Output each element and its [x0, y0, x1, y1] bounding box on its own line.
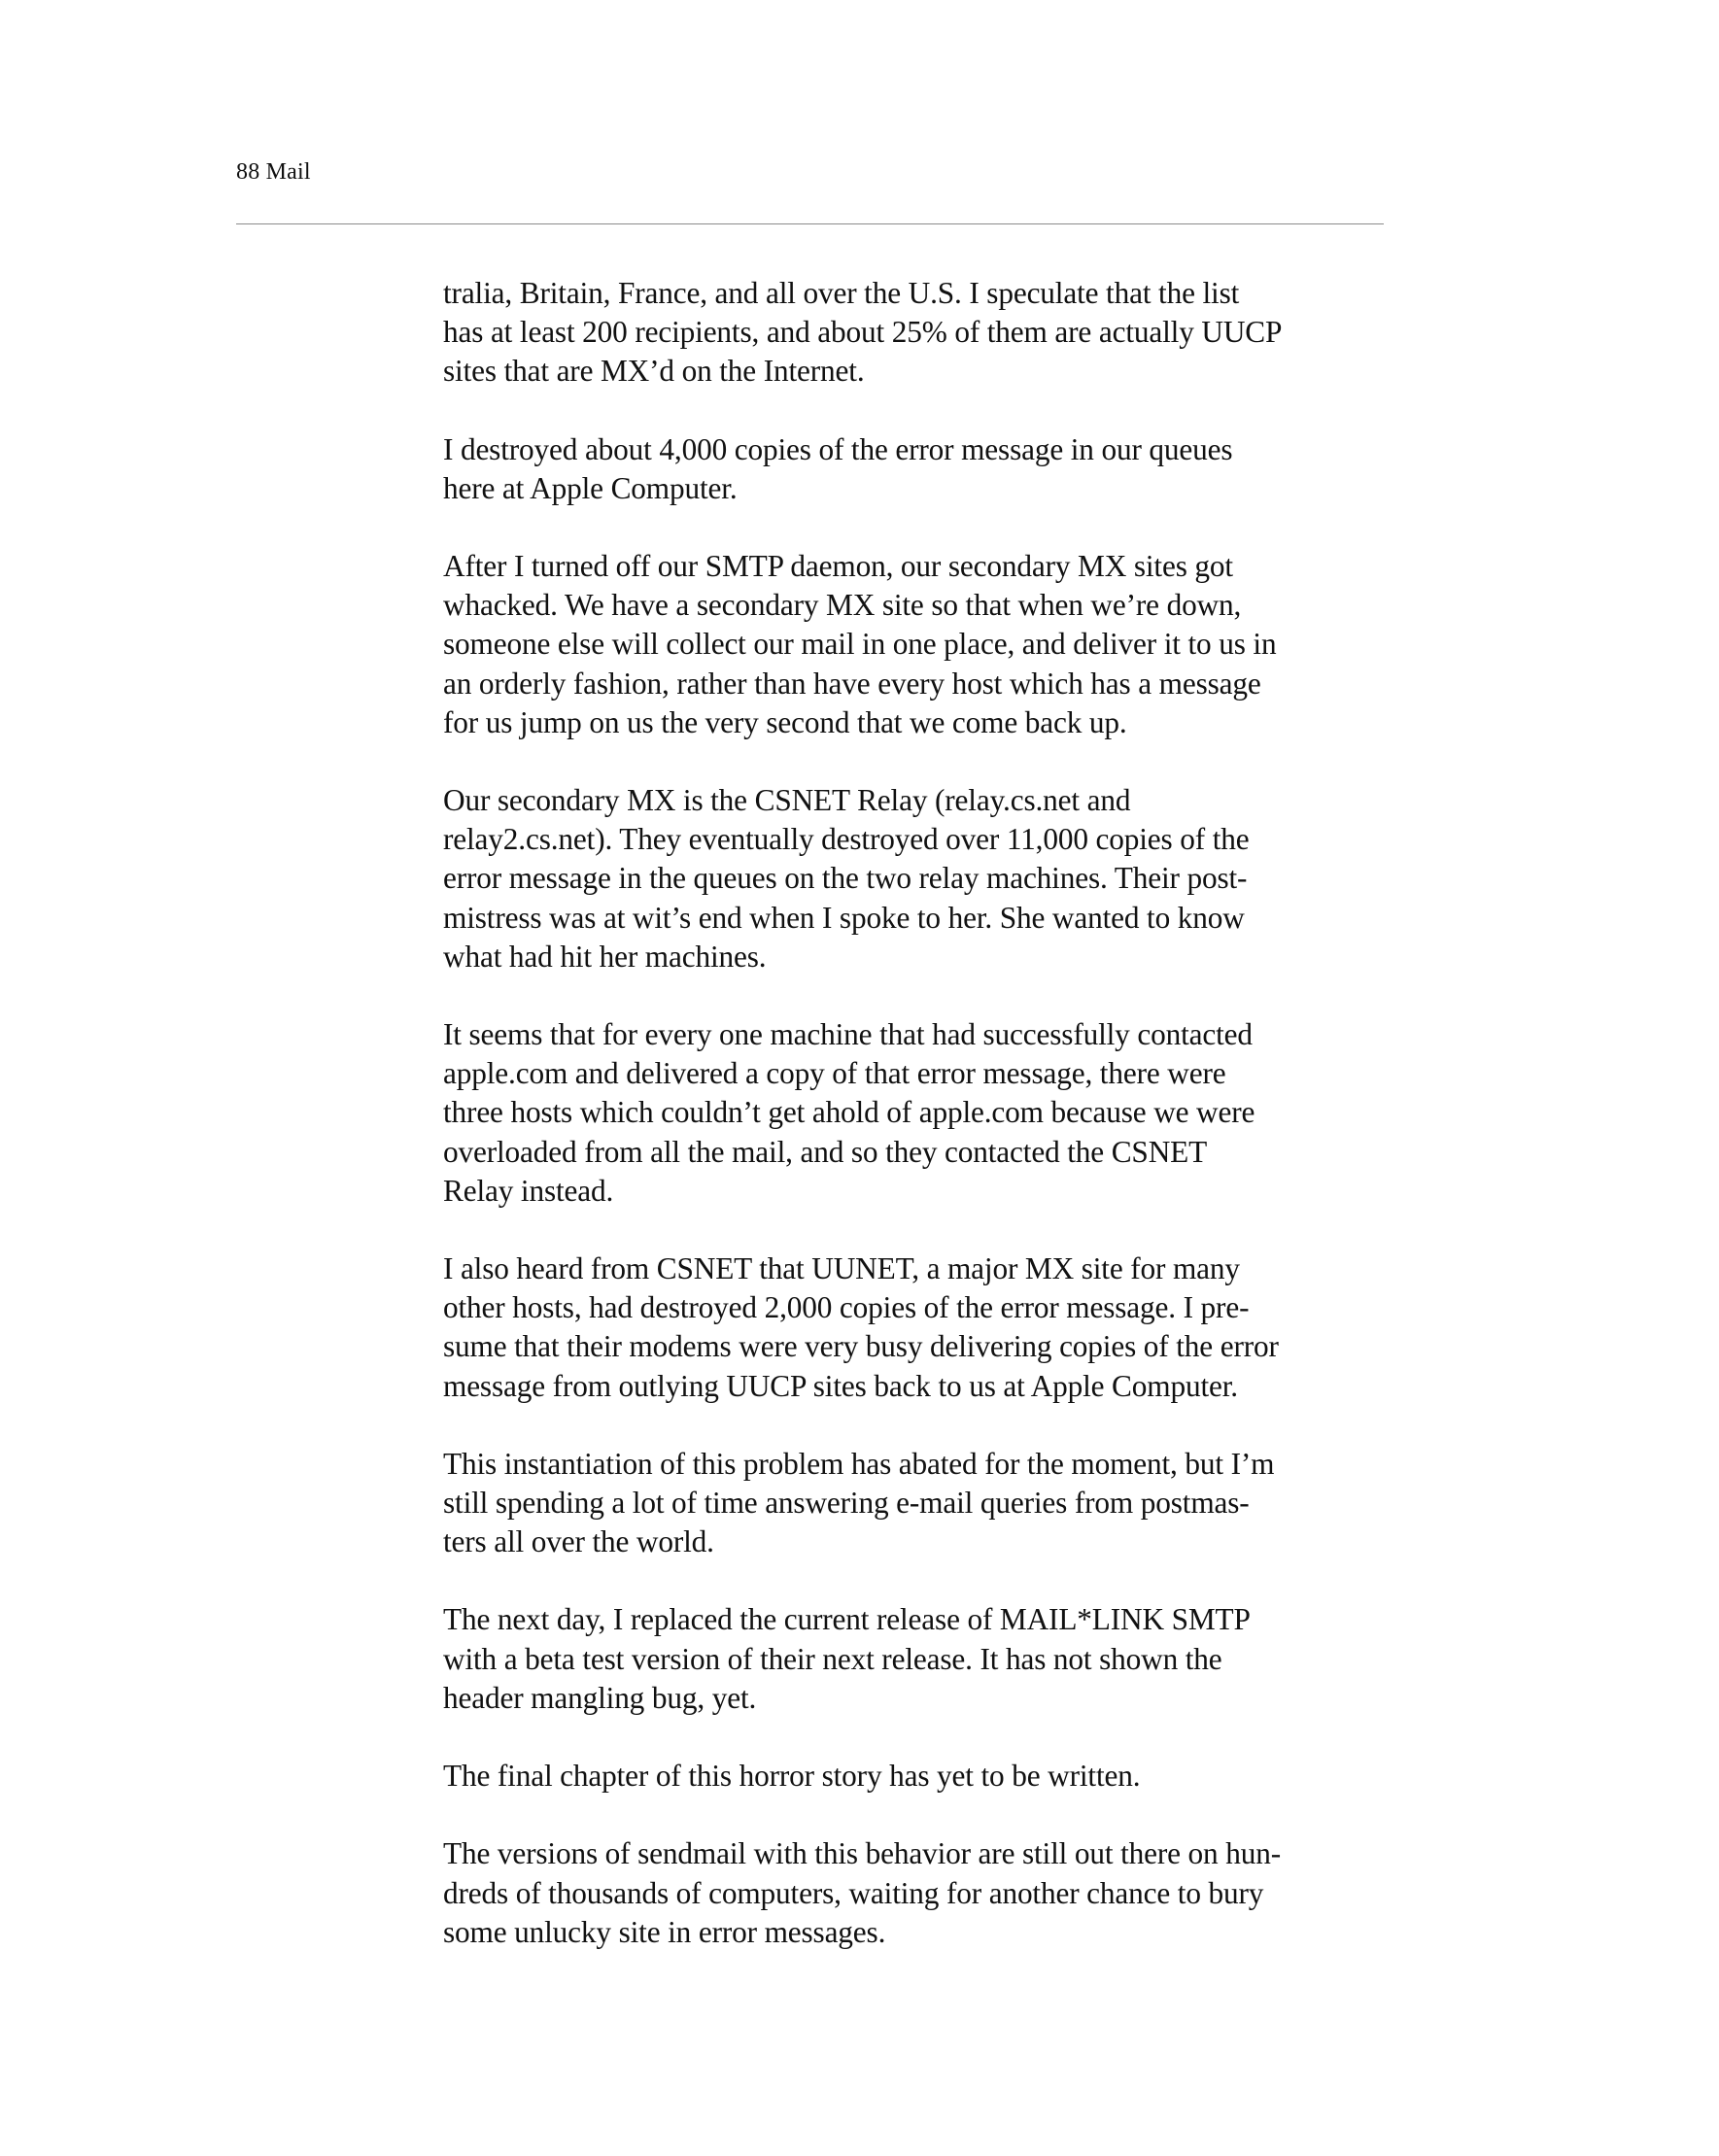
- text-line: overloaded from all the mail, and so they contacted the CSNET: [443, 1134, 1208, 1169]
- header-rule: [236, 223, 1384, 224]
- text-line: an orderly fashion, rather than have every host which has a message: [443, 666, 1261, 701]
- text-line: The final chapter of this horror story has yet to be written.: [443, 1759, 1141, 1794]
- text-line: The versions of sendmail with this behavior are still out there on hun-: [443, 1836, 1281, 1871]
- text-line: whacked. We have a secondary MX site so that when we’re down,: [443, 588, 1242, 623]
- text-line: still spending a lot of time answering e-mail queries from postmas-: [443, 1486, 1250, 1521]
- paragraph: [443, 1249, 1357, 1406]
- text-line: apple.com and delivered a copy of that error message, there were: [443, 1056, 1226, 1091]
- text-line: what had hit her machines.: [443, 939, 767, 974]
- running-head: 88 Mail: [236, 159, 311, 185]
- paragraph: [443, 274, 1357, 392]
- text-line: other hosts, had destroyed 2,000 copies of the error message. I pre-: [443, 1290, 1250, 1325]
- body-text: [443, 274, 1357, 1991]
- text-line: The next day, I replaced the current release of MAIL*LINK SMTP: [443, 1602, 1251, 1637]
- paragraph: [443, 1757, 1357, 1796]
- text-line: I also heard from CSNET that UUNET, a major MX site for many: [443, 1251, 1240, 1286]
- paragraph: [443, 781, 1357, 976]
- text-line: This instantiation of this problem has abated for the moment, but I’m: [443, 1446, 1275, 1481]
- paragraph: [443, 1600, 1357, 1718]
- text-line: message from outlying UUCP sites back to us at Apple Computer.: [443, 1368, 1238, 1403]
- text-line: relay2.cs.net). They eventually destroyed over 11,000 copies of the: [443, 822, 1250, 857]
- text-line: After I turned off our SMTP daemon, our secondary MX sites got: [443, 549, 1233, 584]
- text-line: tralia, Britain, France, and all over the U.S. I speculate that the list: [443, 276, 1240, 310]
- text-line: three hosts which couldn’t get ahold of apple.com because we were: [443, 1095, 1255, 1130]
- paragraph: [443, 430, 1357, 508]
- paragraph: [443, 1445, 1357, 1562]
- text-line: ters all over the world.: [443, 1524, 714, 1559]
- text-line: here at Apple Computer.: [443, 470, 738, 505]
- text-line: mistress was at wit’s end when I spoke to her. She wanted to know: [443, 900, 1245, 935]
- text-line: for us jump on us the very second that we come back up.: [443, 704, 1127, 739]
- text-line: It seems that for every one machine that had successfully contacted: [443, 1017, 1253, 1052]
- paragraph: [443, 547, 1357, 742]
- paragraph: [443, 1015, 1357, 1211]
- text-line: Relay instead.: [443, 1173, 614, 1208]
- text-line: sume that their modems were very busy delivering copies of the error: [443, 1329, 1279, 1364]
- text-line: header mangling bug, yet.: [443, 1680, 757, 1715]
- text-line: Our secondary MX is the CSNET Relay (relay.cs.net and: [443, 783, 1131, 818]
- text-line: dreds of thousands of computers, waiting for another chance to bury: [443, 1875, 1264, 1910]
- text-line: error message in the queues on the two relay machines. Their post-: [443, 861, 1248, 896]
- text-line: has at least 200 recipients, and about 25% of them are actually UUCP: [443, 315, 1283, 350]
- paragraph: [443, 1834, 1357, 1952]
- text-line: some unlucky site in error messages.: [443, 1914, 886, 1949]
- text-line: I destroyed about 4,000 copies of the error message in our queues: [443, 431, 1233, 466]
- text-line: with a beta test version of their next release. It has not shown the: [443, 1641, 1222, 1676]
- text-line: sites that are MX’d on the Internet.: [443, 354, 865, 389]
- text-line: someone else will collect our mail in one place, and deliver it to us in: [443, 627, 1277, 662]
